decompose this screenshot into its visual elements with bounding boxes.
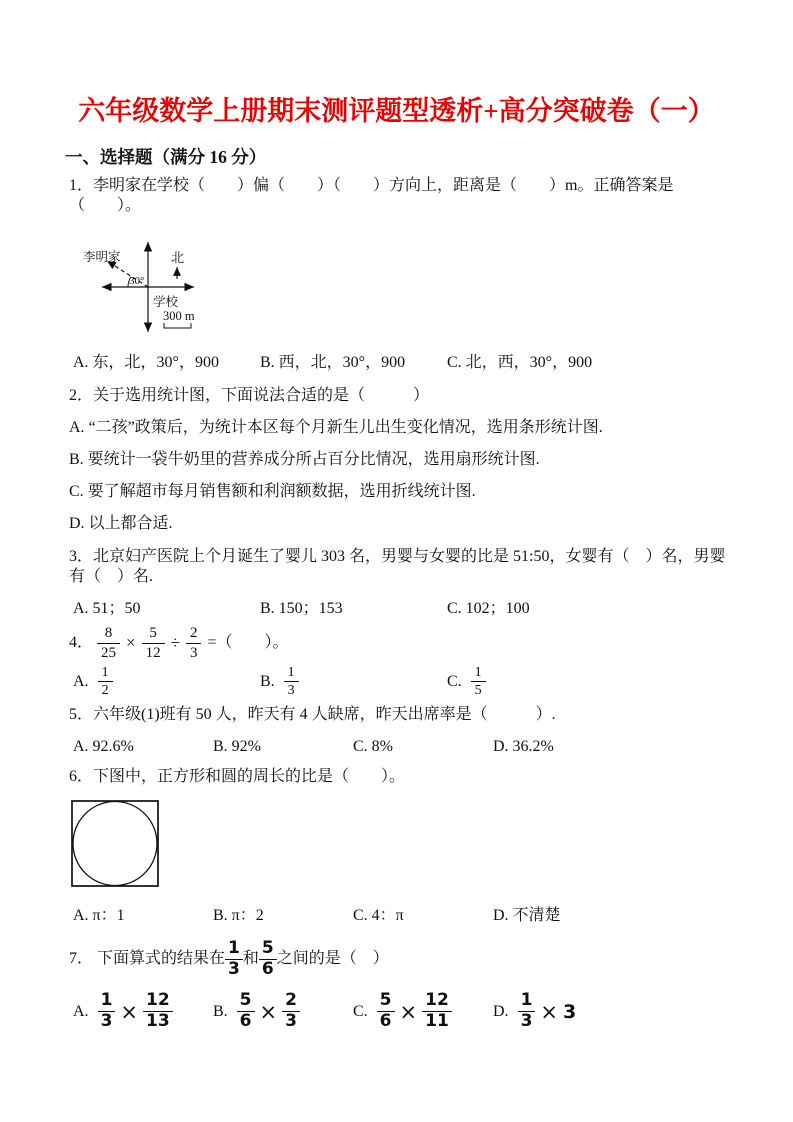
fraction: $\frac{1}{3}$: [225, 940, 243, 979]
fraction: $\frac{1}{3}$: [284, 665, 299, 699]
question-1-options: [65, 353, 741, 373]
multiply-operator: ×: [259, 999, 278, 1024]
fraction: $\frac{1}{2}$: [98, 665, 113, 699]
fraction: $\frac{2}{3}$: [282, 992, 300, 1031]
divide-operator: ÷: [170, 633, 180, 652]
question-2-option-a: A. “二孩”政策后，为统计本区每个月新生儿出生变化情况，选用条形统计图.: [69, 419, 603, 436]
option-c: C. 4：π: [353, 906, 404, 924]
option-d: D. $\frac{1}{3}$ × 3: [493, 990, 577, 1032]
home-label: 李明家: [83, 250, 121, 264]
option-a: A. $\frac{1}{3}$ × $\frac{12}{13}$: [73, 992, 213, 1031]
question-2-option-d: D. 以上都合适.: [69, 515, 173, 532]
option-a: A. 51；50: [73, 600, 141, 617]
fraction: $\frac{5}{6}$: [237, 992, 255, 1031]
option-b: B. 西，北，30°，900: [260, 354, 406, 371]
page-title: 六年级数学上册期末测评题型透析+高分突破卷（一）: [78, 96, 715, 126]
option-a: A. π：1: [73, 906, 125, 924]
direction-diagram: [65, 234, 741, 342]
inscribed-circle-shape: [73, 801, 157, 885]
statement-post: 之间的是（ ）: [276, 950, 389, 968]
option-d: D. 不清楚: [493, 906, 561, 924]
option-b: B. $\frac{5}{6}$ × $\frac{2}{3}$: [213, 992, 353, 1031]
option-a: A. $\frac{1}{2}$: [73, 665, 260, 699]
fraction: $\frac{1}{5}$: [471, 665, 486, 699]
square-circle-figure: [65, 800, 741, 893]
section-heading: 一、选择题（满分 16 分）: [65, 147, 267, 167]
option-b: B. 150；153: [260, 600, 343, 617]
question-7-text: [65, 937, 741, 979]
option-b: B. π：2: [213, 906, 264, 924]
fraction: $\frac{12}{13}$: [143, 992, 173, 1031]
option-c: C. $\frac{1}{5}$: [447, 665, 486, 699]
option-c: C. 102；100: [447, 600, 530, 617]
fraction: $\frac{2}{3}$: [186, 625, 202, 661]
option-a: A. 92.6%: [73, 737, 134, 755]
question-6-options: [65, 906, 741, 926]
north-label: 北: [171, 250, 185, 265]
option-a: A. 东，北，30°，900: [73, 354, 219, 371]
question-1-text: 1．李明家在学校（ ）偏（ ）（ ）方向上，距离是（ ）m。正确答案是（ ）。: [69, 177, 674, 214]
statement-mid: 和: [242, 950, 259, 968]
exam-content: [65, 146, 741, 1031]
question-number: 4．: [69, 634, 94, 651]
fraction: $\frac{5}{6}$: [259, 940, 277, 979]
option-b: B. $\frac{1}{3}$: [260, 665, 447, 699]
fraction: $\frac{1}{3}$: [98, 992, 116, 1031]
question-4-options: [65, 665, 741, 699]
school-label: 学校: [153, 295, 179, 309]
option-b: B. 92%: [213, 737, 261, 755]
fraction: $\frac{5}{6}$: [377, 992, 395, 1031]
fraction: $\frac{5}{12}$: [142, 625, 165, 661]
fraction: $\frac{12}{11}$: [422, 992, 452, 1031]
question-2-option-b: B. 要统计一袋牛奶里的营养成分所占百分比情况，选用扇形统计图.: [69, 451, 540, 468]
scale-label: 300 m: [163, 309, 195, 323]
multiply-operator: ×: [126, 633, 136, 652]
fraction: $\frac{8}{25}$: [97, 625, 120, 661]
fraction: $\frac{1}{3}$: [518, 992, 536, 1031]
square-circle-svg: [71, 800, 161, 888]
option-c: C. 北，西，30°，900: [447, 354, 593, 371]
equals-blank: =（ ）。: [207, 634, 289, 651]
multiply-operator: ×: [399, 999, 418, 1024]
question-5-text: 5．六年级(1)班有 50 人，昨天有 4 人缺席，昨天出席率是（ ）.: [69, 705, 556, 723]
statement-pre: 下面算式的结果在: [97, 950, 226, 968]
option-c: C. 8%: [353, 737, 393, 755]
multiply-operator: ×: [120, 999, 139, 1024]
question-7-options: [65, 992, 741, 1031]
option-d: D. 36.2%: [493, 737, 554, 755]
question-2-option-c: C. 要了解超市每月销售额和利润额数据，选用折线统计图.: [69, 483, 476, 500]
angle-label: 30°: [129, 275, 145, 287]
multiply-operator: ×: [540, 999, 559, 1024]
question-3-options: [65, 599, 741, 619]
question-3-text: 3．北京妇产医院上个月诞生了婴儿 303 名，男婴与女婴的比是 51:50，女婴有（ ）名，男婴有（ ）名.: [69, 548, 726, 585]
option-c: C. $\frac{5}{6}$ × $\frac{12}{11}$: [353, 992, 493, 1031]
question-2-text: 2．关于选用统计图，下面说法合适的是（ ）: [69, 387, 430, 404]
direction-diagram-svg: [71, 234, 283, 337]
question-6-text: 6．下图中，正方形和圆的周长的比是（ ）。: [69, 767, 406, 785]
question-4-expression: [65, 625, 741, 661]
question-5-options: [65, 737, 741, 757]
scale-bracket: [164, 323, 191, 328]
plain-operand: 3: [563, 1000, 577, 1023]
question-number: 7．: [69, 950, 94, 968]
